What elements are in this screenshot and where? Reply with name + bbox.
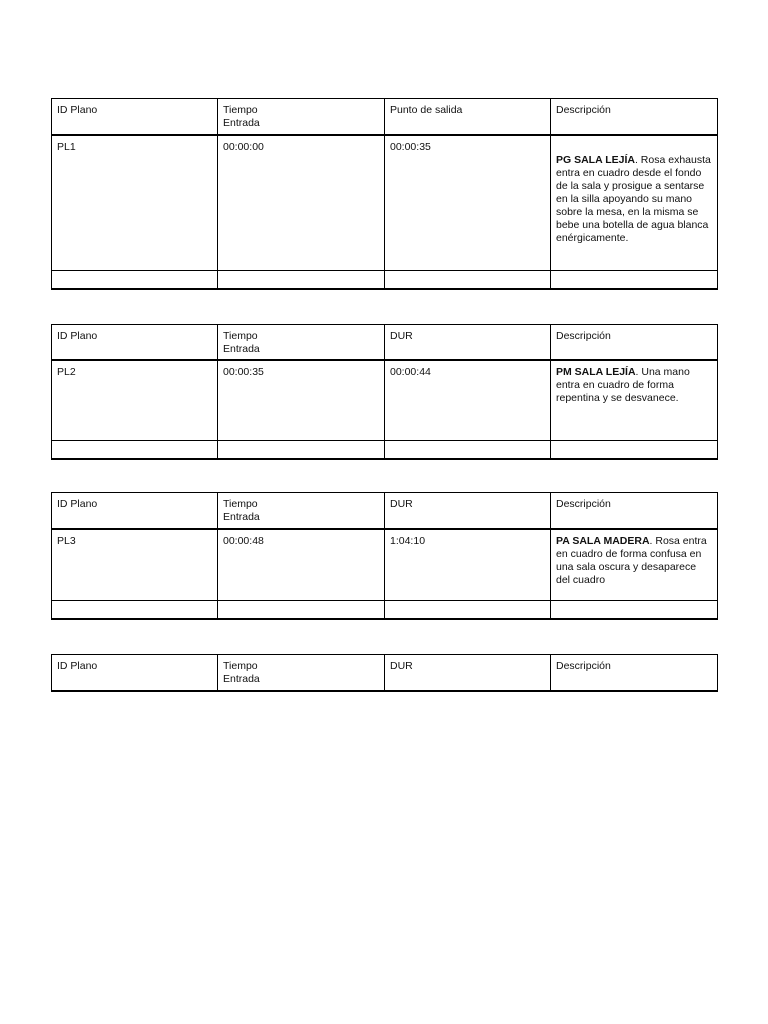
header-row xyxy=(52,655,718,691)
header-dur: DUR xyxy=(385,325,551,361)
shot-table-4 xyxy=(51,654,718,692)
header-descripcion: Descripción xyxy=(551,325,718,361)
cell-dur: 00:00:44 xyxy=(385,360,551,440)
shot-table-2 xyxy=(51,324,718,460)
header-tiempo-entrada: Tiempo Entrada xyxy=(218,325,385,361)
cell-punto-de-salida: 00:00:35 xyxy=(385,135,551,271)
empty-cell xyxy=(385,271,551,290)
empty-cell xyxy=(52,601,218,620)
table-row xyxy=(52,360,718,440)
cell-descripcion xyxy=(551,360,718,440)
empty-cell xyxy=(551,271,718,290)
shot-type-label: PA SALA MADERA xyxy=(556,534,650,547)
cell-descripcion xyxy=(551,135,718,271)
header-tiempo-entrada: Tiempo Entrada xyxy=(218,655,385,691)
description-text: . Una mano entra en cuadro de forma repentina y se desvanece. xyxy=(556,366,690,404)
empty-cell xyxy=(52,440,218,459)
header-row xyxy=(52,99,718,135)
cell-tiempo: 00:00:48 xyxy=(218,529,385,601)
header-id-plano: ID Plano xyxy=(52,655,218,691)
empty-cell xyxy=(52,271,218,290)
header-id-plano: ID Plano xyxy=(52,493,218,529)
header-row xyxy=(52,493,718,529)
header-id-plano: ID Plano xyxy=(52,325,218,361)
empty-row xyxy=(52,601,718,620)
header-id-plano: ID Plano xyxy=(52,99,218,135)
cell-id: PL2 xyxy=(52,360,218,440)
empty-row xyxy=(52,271,718,290)
header-tiempo-entrada: Tiempo Entrada xyxy=(218,493,385,529)
shot-table-1 xyxy=(51,98,718,290)
header-descripcion: Descripción xyxy=(551,493,718,529)
cell-id: PL3 xyxy=(52,529,218,601)
empty-row xyxy=(52,440,718,459)
header-row xyxy=(52,325,718,361)
cell-descripcion xyxy=(551,529,718,601)
empty-cell xyxy=(218,440,385,459)
cell-tiempo: 00:00:35 xyxy=(218,360,385,440)
header-descripcion: Descripción xyxy=(551,99,718,135)
description-text: . Rosa exhausta entra en cuadro desde el fondo de la sala y prosigue a sentarse en la silla apoyando su mano sobre la mesa, en la misma se bebe una botella de agua blanca enérgicamente. xyxy=(556,153,711,244)
description-text: . Rosa entra en cuadro de forma confusa en una sala oscura y desaparece del cuadro xyxy=(556,534,707,586)
empty-cell xyxy=(218,601,385,620)
header-dur: DUR xyxy=(385,655,551,691)
shot-type-label: PM SALA LEJÍA xyxy=(556,366,636,378)
table-row xyxy=(52,529,718,601)
empty-cell xyxy=(385,601,551,620)
shot-table-3 xyxy=(51,492,718,620)
shot-type-label: PG SALA LEJÍA xyxy=(556,153,635,166)
header-tiempo-entrada: Tiempo Entrada xyxy=(218,99,385,135)
header-descripcion: Descripción xyxy=(551,655,718,691)
cell-id: PL1 xyxy=(52,135,218,271)
header-dur: DUR xyxy=(385,493,551,529)
empty-cell xyxy=(551,440,718,459)
empty-cell xyxy=(218,271,385,290)
empty-cell xyxy=(551,601,718,620)
table-row xyxy=(52,135,718,271)
empty-cell xyxy=(385,440,551,459)
cell-dur: 1:04:10 xyxy=(385,529,551,601)
header-punto-de-salida: Punto de salida xyxy=(385,99,551,135)
cell-tiempo: 00:00:00 xyxy=(218,135,385,271)
